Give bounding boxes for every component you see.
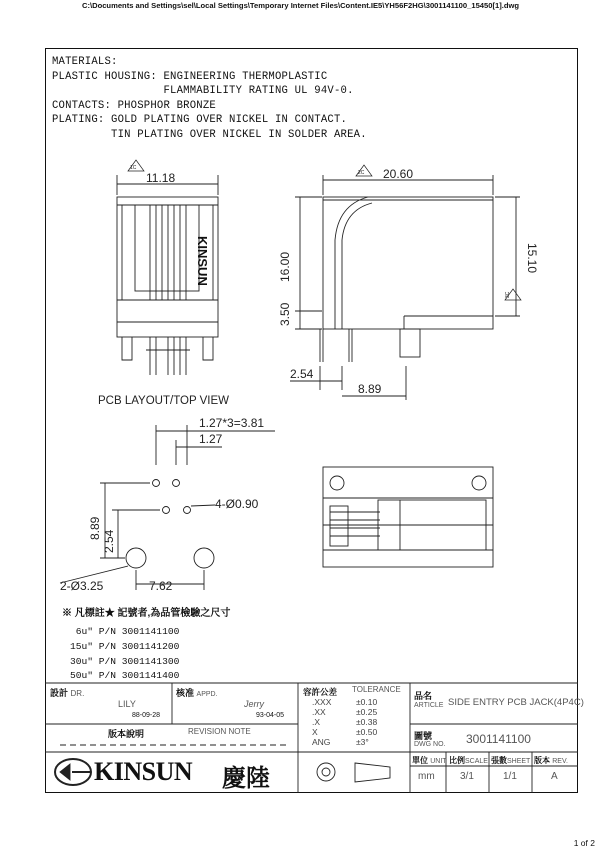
part-number: 3001141200: [121, 641, 180, 652]
tol-value: ±0.25: [356, 707, 378, 717]
dim-vertical-total: 8.89: [88, 516, 102, 540]
dim-pin: 2.54: [290, 367, 314, 381]
tol-key: X: [312, 727, 318, 737]
part-row: [62, 656, 179, 667]
marker-3c: 3C: [505, 291, 511, 298]
rev-label-cn: 版本: [534, 756, 550, 765]
dim-pitch: 8.89: [358, 382, 382, 396]
tol-key: .X: [312, 717, 321, 727]
dim-right-height: 15.10: [525, 243, 539, 274]
marker-2c: 2C: [358, 170, 365, 176]
tol-value: ±0.10: [356, 697, 378, 707]
unit-label: [412, 755, 447, 766]
revision-note-label-en: REVISION NOTE: [188, 727, 251, 736]
designer-name: LILY: [118, 699, 136, 709]
unit-value: mm: [418, 771, 435, 782]
unit-label-cn: 單位: [412, 756, 428, 765]
marker-1c: 1C: [130, 165, 137, 171]
rev-value: A: [551, 771, 558, 782]
brand-name: KINSUN: [94, 757, 193, 786]
dim-side-width: 20.60: [383, 167, 414, 181]
approve-label-cn: 核准: [176, 688, 195, 698]
tol-key: .XXX: [312, 697, 332, 707]
sheet-value: 1/1: [503, 771, 517, 782]
part-row: [62, 626, 179, 637]
dim-vertical-small: 2.54: [102, 529, 116, 553]
dim-side-low: 3.50: [278, 302, 292, 326]
part-plating: 15u" P/N: [69, 641, 116, 652]
part-number: 3001141400: [121, 670, 180, 681]
part-row: [62, 641, 179, 652]
rev-label-en: REV.: [552, 758, 568, 765]
revision-note-label-cn: 版本說明: [108, 729, 145, 739]
brand-vertical-text: KINSUN: [195, 236, 210, 286]
dim-pitch-single: 1.27: [199, 432, 223, 446]
sheet-label-en: SHEET: [507, 758, 531, 765]
scale-label-en: SCALE: [465, 758, 488, 765]
approve-label-en: APPD.: [196, 691, 218, 698]
part-row: [62, 670, 179, 681]
unit-label-en: UNIT: [430, 758, 447, 765]
sheet-label-cn: 張數: [491, 756, 507, 765]
inspection-note: ※ 凡標註★ 記號者,為品管檢驗之尺寸: [62, 608, 231, 619]
kinsun-logo-icon: [55, 759, 91, 785]
part-plating: 6u" P/N: [75, 626, 116, 637]
scale-value: 3/1: [460, 771, 474, 782]
dim-front-width: 11.18: [146, 171, 176, 185]
sheet-label: [491, 755, 530, 766]
brand-name-cn: 慶陸: [222, 763, 270, 792]
note-line: MATERIALS:: [52, 56, 118, 68]
note-line: CONTACTS: PHOSPHOR BRONZE: [52, 99, 216, 112]
approve-date: 93-04-05: [256, 712, 285, 719]
design-date: 88-09-28: [132, 712, 161, 719]
file-path-header: C:\Documents and Settings\sel\Local Settings\Temporary Internet Files\Content.IE5\YH56F2HG\3001141100_15450[1].dwg: [81, 1, 520, 10]
pcb-title: PCB LAYOUT/TOP VIEW: [98, 395, 230, 407]
part-plating: 30u" P/N: [69, 656, 116, 667]
side-view: [290, 165, 521, 400]
dim-post-holes: 2-Ø3.25: [60, 579, 104, 593]
dwg-label-en: DWG NO.: [414, 741, 446, 748]
note-line: PLASTIC HOUSING: ENGINEERING THERMOPLASTIC: [52, 70, 328, 83]
top-view: [323, 467, 493, 567]
design-label: [50, 686, 84, 699]
part-number: 3001141300: [121, 656, 180, 667]
note-line: TIN PLATING OVER NICKEL IN SOLDER AREA.: [52, 128, 367, 141]
dim-pitch-total: 1.27*3=3.81: [199, 416, 265, 430]
tol-key: .XX: [312, 707, 326, 717]
scale-label: [449, 755, 488, 766]
rev-label: [534, 755, 568, 766]
approve-label: [176, 686, 218, 699]
tolerance-label-en: TOLERANCE: [352, 685, 401, 694]
part-plating: 50u" P/N: [69, 670, 116, 681]
dim-holes: 4-Ø0.90: [215, 497, 259, 511]
article-label-en: ARTICLE: [414, 702, 444, 709]
tol-value: ±0.50: [356, 727, 378, 737]
article-value: SIDE ENTRY PCB JACK(4P4C): [448, 697, 584, 708]
tolerance-values: [356, 697, 377, 747]
approver-name: Jerry: [244, 699, 264, 709]
dim-side-height: 16.00: [278, 251, 292, 282]
scale-label-cn: 比例: [449, 756, 465, 765]
tol-key: ANG: [312, 737, 331, 747]
tolerance-keys: [312, 697, 331, 747]
part-number: 3001141100: [121, 626, 180, 637]
tol-value: ±3°: [356, 737, 369, 747]
dwg-label-cn: 圖號: [414, 731, 433, 741]
article-label-cn: 品名: [414, 691, 433, 701]
note-line: FLAMMABILITY RATING UL 94V-0.: [52, 85, 354, 98]
tolerance-label-cn: 容許公差: [303, 687, 338, 697]
note-line: PLATING: GOLD PLATING OVER NICKEL IN CONTACT.: [52, 114, 348, 127]
dim-post-spacing: 7.62: [149, 579, 173, 593]
page-indicator: 1 of 2: [573, 838, 595, 848]
dwg-number: 3001141100: [466, 732, 531, 746]
design-label-cn: 設計: [50, 688, 69, 698]
tol-value: ±0.38: [356, 717, 378, 727]
design-label-en: DR.: [70, 689, 85, 698]
